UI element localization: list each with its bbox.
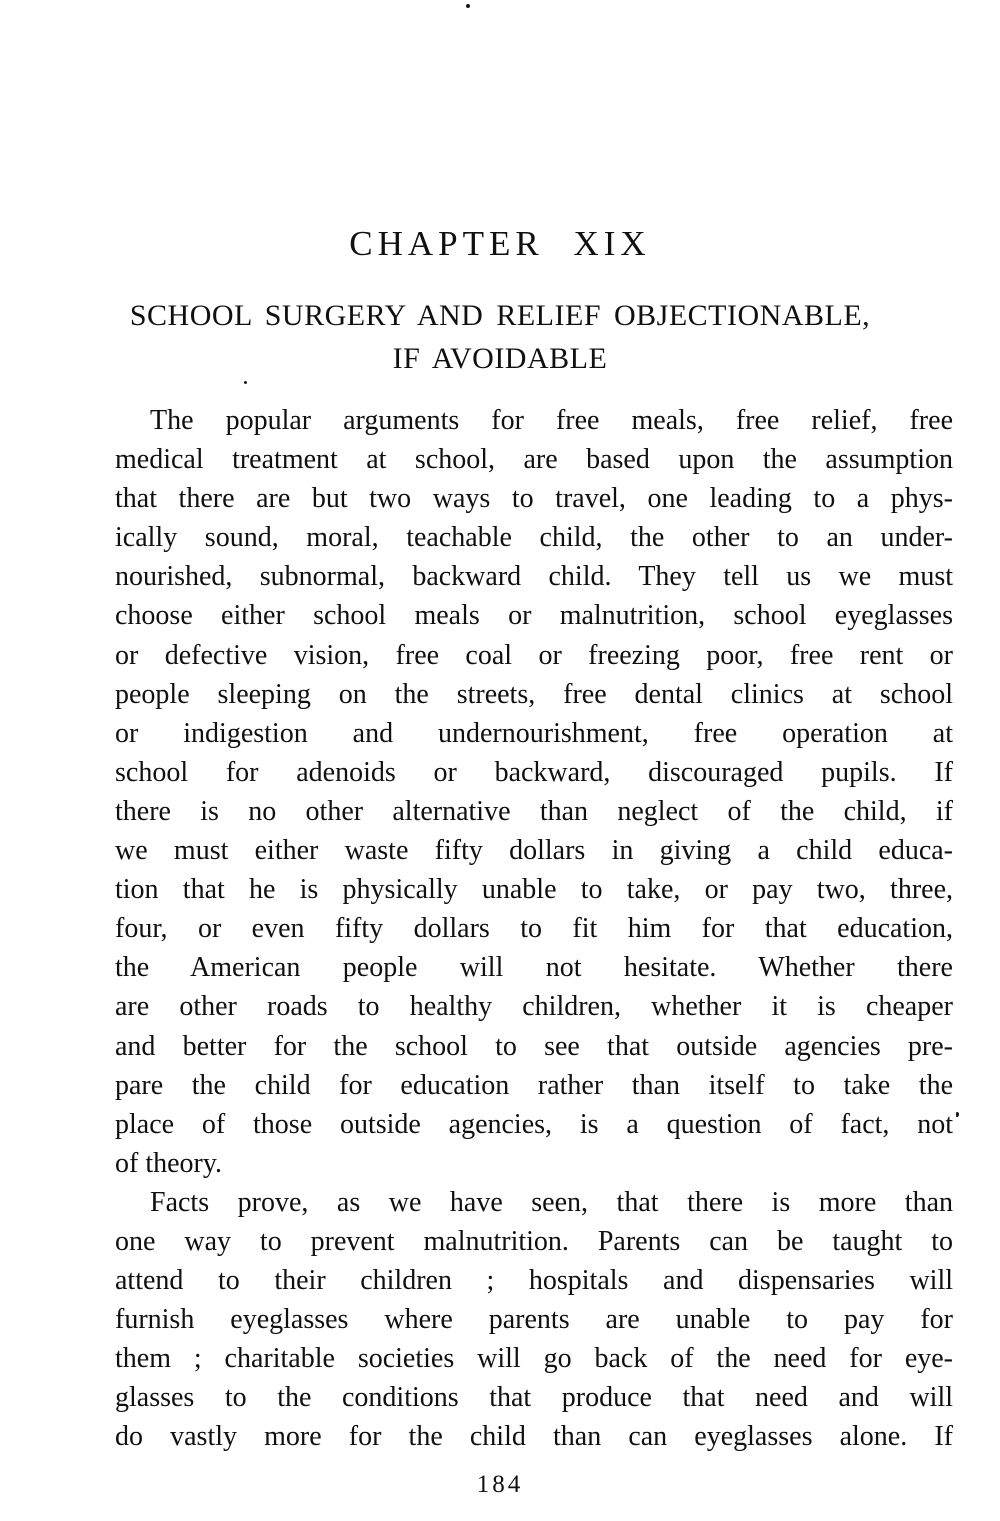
scan-speck (466, 4, 470, 8)
text-line: The popular arguments for free meals, free relief, free (150, 405, 953, 436)
text-line: nourished, subnormal, backward child. They tell us we must (115, 561, 953, 593)
text-line: we must either waste fifty dollars in giving a child educa- (115, 835, 953, 867)
text-line: place of those outside agencies, is a question of fact, not (115, 1108, 953, 1140)
text-line: of theory. (115, 1147, 223, 1179)
text-line: tion that he is physically unable to take, or pay two, three, (115, 874, 953, 906)
text-line: people sleeping on the streets, free dental clinics at school (115, 678, 953, 710)
text-line: or defective vision, free coal or freezing poor, free rent or (115, 639, 953, 671)
text-line: and better for the school to see that outside agencies pre- (115, 1030, 953, 1062)
text-line: Facts prove, as we have seen, that there is more than (150, 1186, 953, 1218)
text-line: one way to prevent malnutrition. Parents can be taught to (115, 1225, 953, 1257)
text-line: do vastly more for the child than can eyeglasses alone. If (115, 1421, 953, 1453)
chapter-heading: CHAPTER XIX (349, 224, 651, 263)
text-line: are other roads to healthy children, whether it is cheaper (115, 991, 953, 1023)
text-line: that there are but two ways to travel, one leading to a phys- (115, 483, 953, 515)
chapter-subtitle (0, 294, 1000, 380)
scan-speck (244, 381, 247, 384)
subtitle-line-2: IF AVOIDABLE (392, 342, 608, 375)
page-number: 184 (476, 1471, 524, 1498)
text-line: medical treatment at school, are based upon the assumption (115, 444, 953, 476)
text-line: attend to their children ; hospitals and dispensaries will (115, 1265, 953, 1297)
text-line: four, or even fifty dollars to fit him for that education, (115, 913, 953, 945)
text-line: the American people will not hesitate. Whether there (115, 952, 953, 984)
text-line: pare the child for education rather than itself to take the (115, 1069, 953, 1101)
text-line: ically sound, moral, teachable child, the other to an under- (115, 522, 953, 554)
subtitle-line-1: SCHOOL SURGERY AND RELIEF OBJECTIONABLE, (129, 299, 871, 332)
text-line: there is no other alternative than neglect of the child, if (115, 795, 953, 827)
body-text (115, 401, 953, 1457)
text-line: choose either school meals or malnutrition, school eyeglasses (115, 600, 953, 632)
text-line: school for adenoids or backward, discouraged pupils. If (115, 756, 953, 788)
text-line: them ; charitable societies will go back of the need for eye- (115, 1343, 953, 1375)
scan-speck (956, 1112, 959, 1117)
text-line: or indigestion and undernourishment, free operation at (115, 717, 953, 749)
text-line: furnish eyeglasses where parents are unable to pay for (115, 1304, 953, 1336)
text-line: glasses to the conditions that produce that need and will (115, 1382, 953, 1414)
